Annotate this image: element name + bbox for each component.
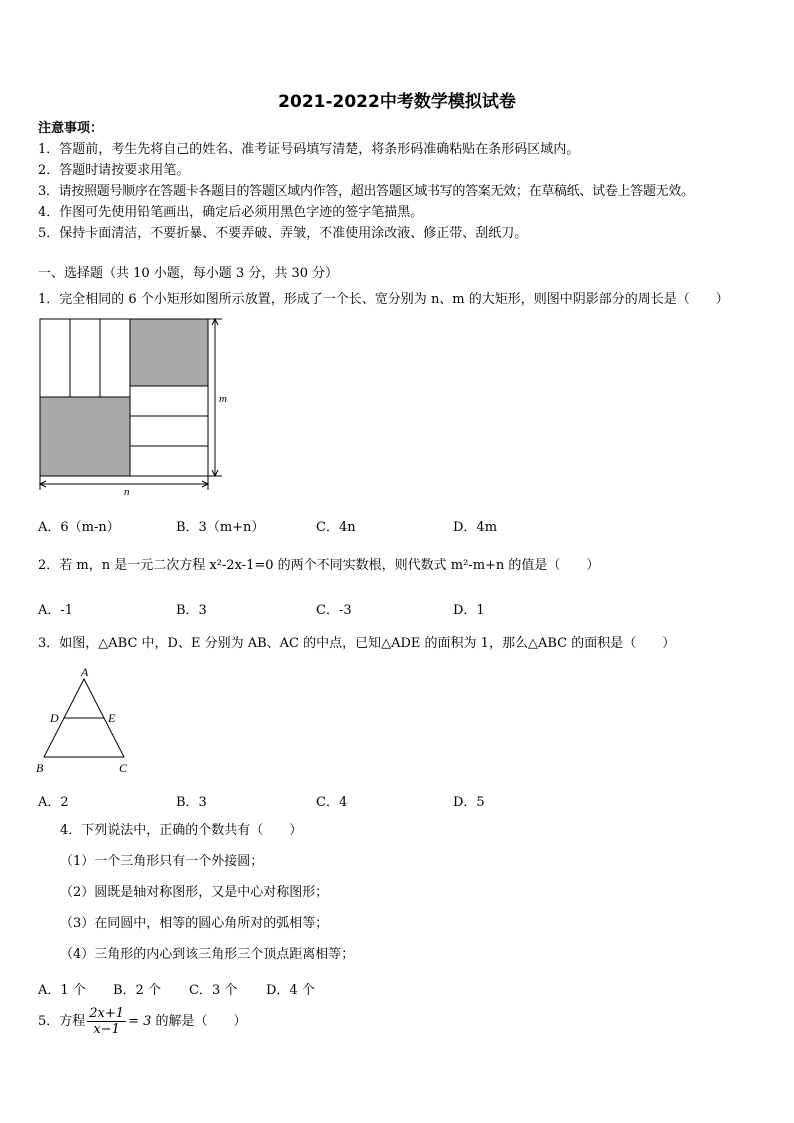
question-5-prefix: 5．方程 [38, 1014, 86, 1029]
notice-item-1: 1．答题前，考生先将自己的姓名、准考证号码填写清楚，将条形码准确粘贴在条形码区域内。 [38, 142, 580, 157]
notice-item-2: 2．答题时请按要求用笔。 [38, 163, 190, 178]
question-4-statement-1: （1）一个三角形只有一个外接圆； [60, 854, 264, 869]
question-4-option-a[interactable]: A．1 个 [38, 983, 86, 998]
vertex-label-b: B [36, 761, 44, 775]
notice-item-4: 4．作图可先使用铅笔画出，确定后必须用黑色字迹的签字笔描黑。 [38, 205, 424, 220]
question-3-option-d[interactable]: D．5 [453, 795, 485, 810]
question-4-option-b[interactable]: B．2 个 [113, 983, 161, 998]
question-4-statement-2: （2）圆既是轴对称图形，又是中心对称图形； [60, 885, 329, 900]
question-4-statement-3: （3）在同圆中，相等的圆心角所对的弧相等； [60, 916, 329, 931]
question-2-option-c[interactable]: C．-3 [316, 603, 352, 618]
question-1-option-c[interactable]: C．4n [316, 520, 356, 535]
question-5-suffix: 的解是（ ） [155, 1014, 247, 1029]
vertex-label-e: E [108, 711, 116, 725]
notice-item-5: 5．保持卡面清洁，不要折暴、不要弄破、弄皱，不准使用涂改液、修正带、刮纸刀。 [38, 226, 528, 241]
question-3-figure [34, 664, 144, 778]
label-m: m [219, 393, 227, 405]
question-1-option-b[interactable]: B．3（m+n） [176, 520, 265, 535]
vertex-label-c: C [119, 761, 128, 775]
question-4-statement-4: （4）三角形的内心到该三角形三个顶点距离相等； [60, 947, 355, 962]
question-2-option-d[interactable]: D．1 [453, 603, 485, 618]
label-n: n [124, 486, 130, 498]
question-3-option-a[interactable]: A．2 [38, 795, 69, 810]
shaded-rect-bottom-left [40, 397, 130, 476]
vertex-label-d: D [50, 711, 59, 725]
question-2-option-a[interactable]: A．-1 [38, 603, 74, 618]
question-3-option-c[interactable]: C．4 [316, 795, 348, 810]
vertex-label-a: A [81, 665, 89, 679]
question-3-option-b[interactable]: B．3 [176, 795, 207, 810]
notice-heading: 注意事项： [38, 121, 104, 136]
question-1-option-d[interactable]: D．4m [453, 520, 498, 535]
question-5-stem [38, 1006, 247, 1037]
fraction-denominator: x−1 [93, 1022, 120, 1037]
question-4-stem: 4．下列说法中，正确的个数共有（ ） [60, 823, 303, 838]
question-1-option-a[interactable]: A．6（m-n） [38, 520, 120, 535]
question-4-option-c[interactable]: C．3 个 [189, 983, 238, 998]
question-2-stem: 2．若 m，n 是一元二次方程 x²-2x-1=0 的两个不同实数根，则代数式 m²-m+n 的值是（ ） [38, 558, 600, 573]
page-title: 2021-2022中考数学模拟试卷 [278, 92, 516, 112]
question-2-option-b[interactable]: B．3 [176, 603, 207, 618]
section-heading: 一、选择题（共 10 小题，每小题 3 分，共 30 分） [38, 266, 339, 281]
notice-item-3: 3．请按照题号顺序在答题卡各题目的答题区域内作答，超出答题区域书写的答案无效；在草稿纸、试卷上答题无效。 [38, 184, 694, 199]
question-1-figure [34, 314, 234, 500]
fraction-numerator: 2x+1 [89, 1006, 125, 1021]
shaded-rect-top-right [130, 319, 208, 386]
question-1-stem: 1．完全相同的 6 个小矩形如图所示放置，形成了一个长、宽分别为 n、m 的大矩形，则图中阴影部分的周长是（ ） [38, 292, 729, 307]
question-5-fraction [87, 1006, 126, 1037]
question-4-option-d[interactable]: D．4 个 [266, 983, 315, 998]
question-5-equals: = 3 [128, 1014, 152, 1029]
question-3-stem: 3．如图，△ABC 中，D、E 分别为 AB、AC 的中点，已知△ADE 的面积为 1，那么△ABC 的面积是（ ） [38, 636, 676, 651]
